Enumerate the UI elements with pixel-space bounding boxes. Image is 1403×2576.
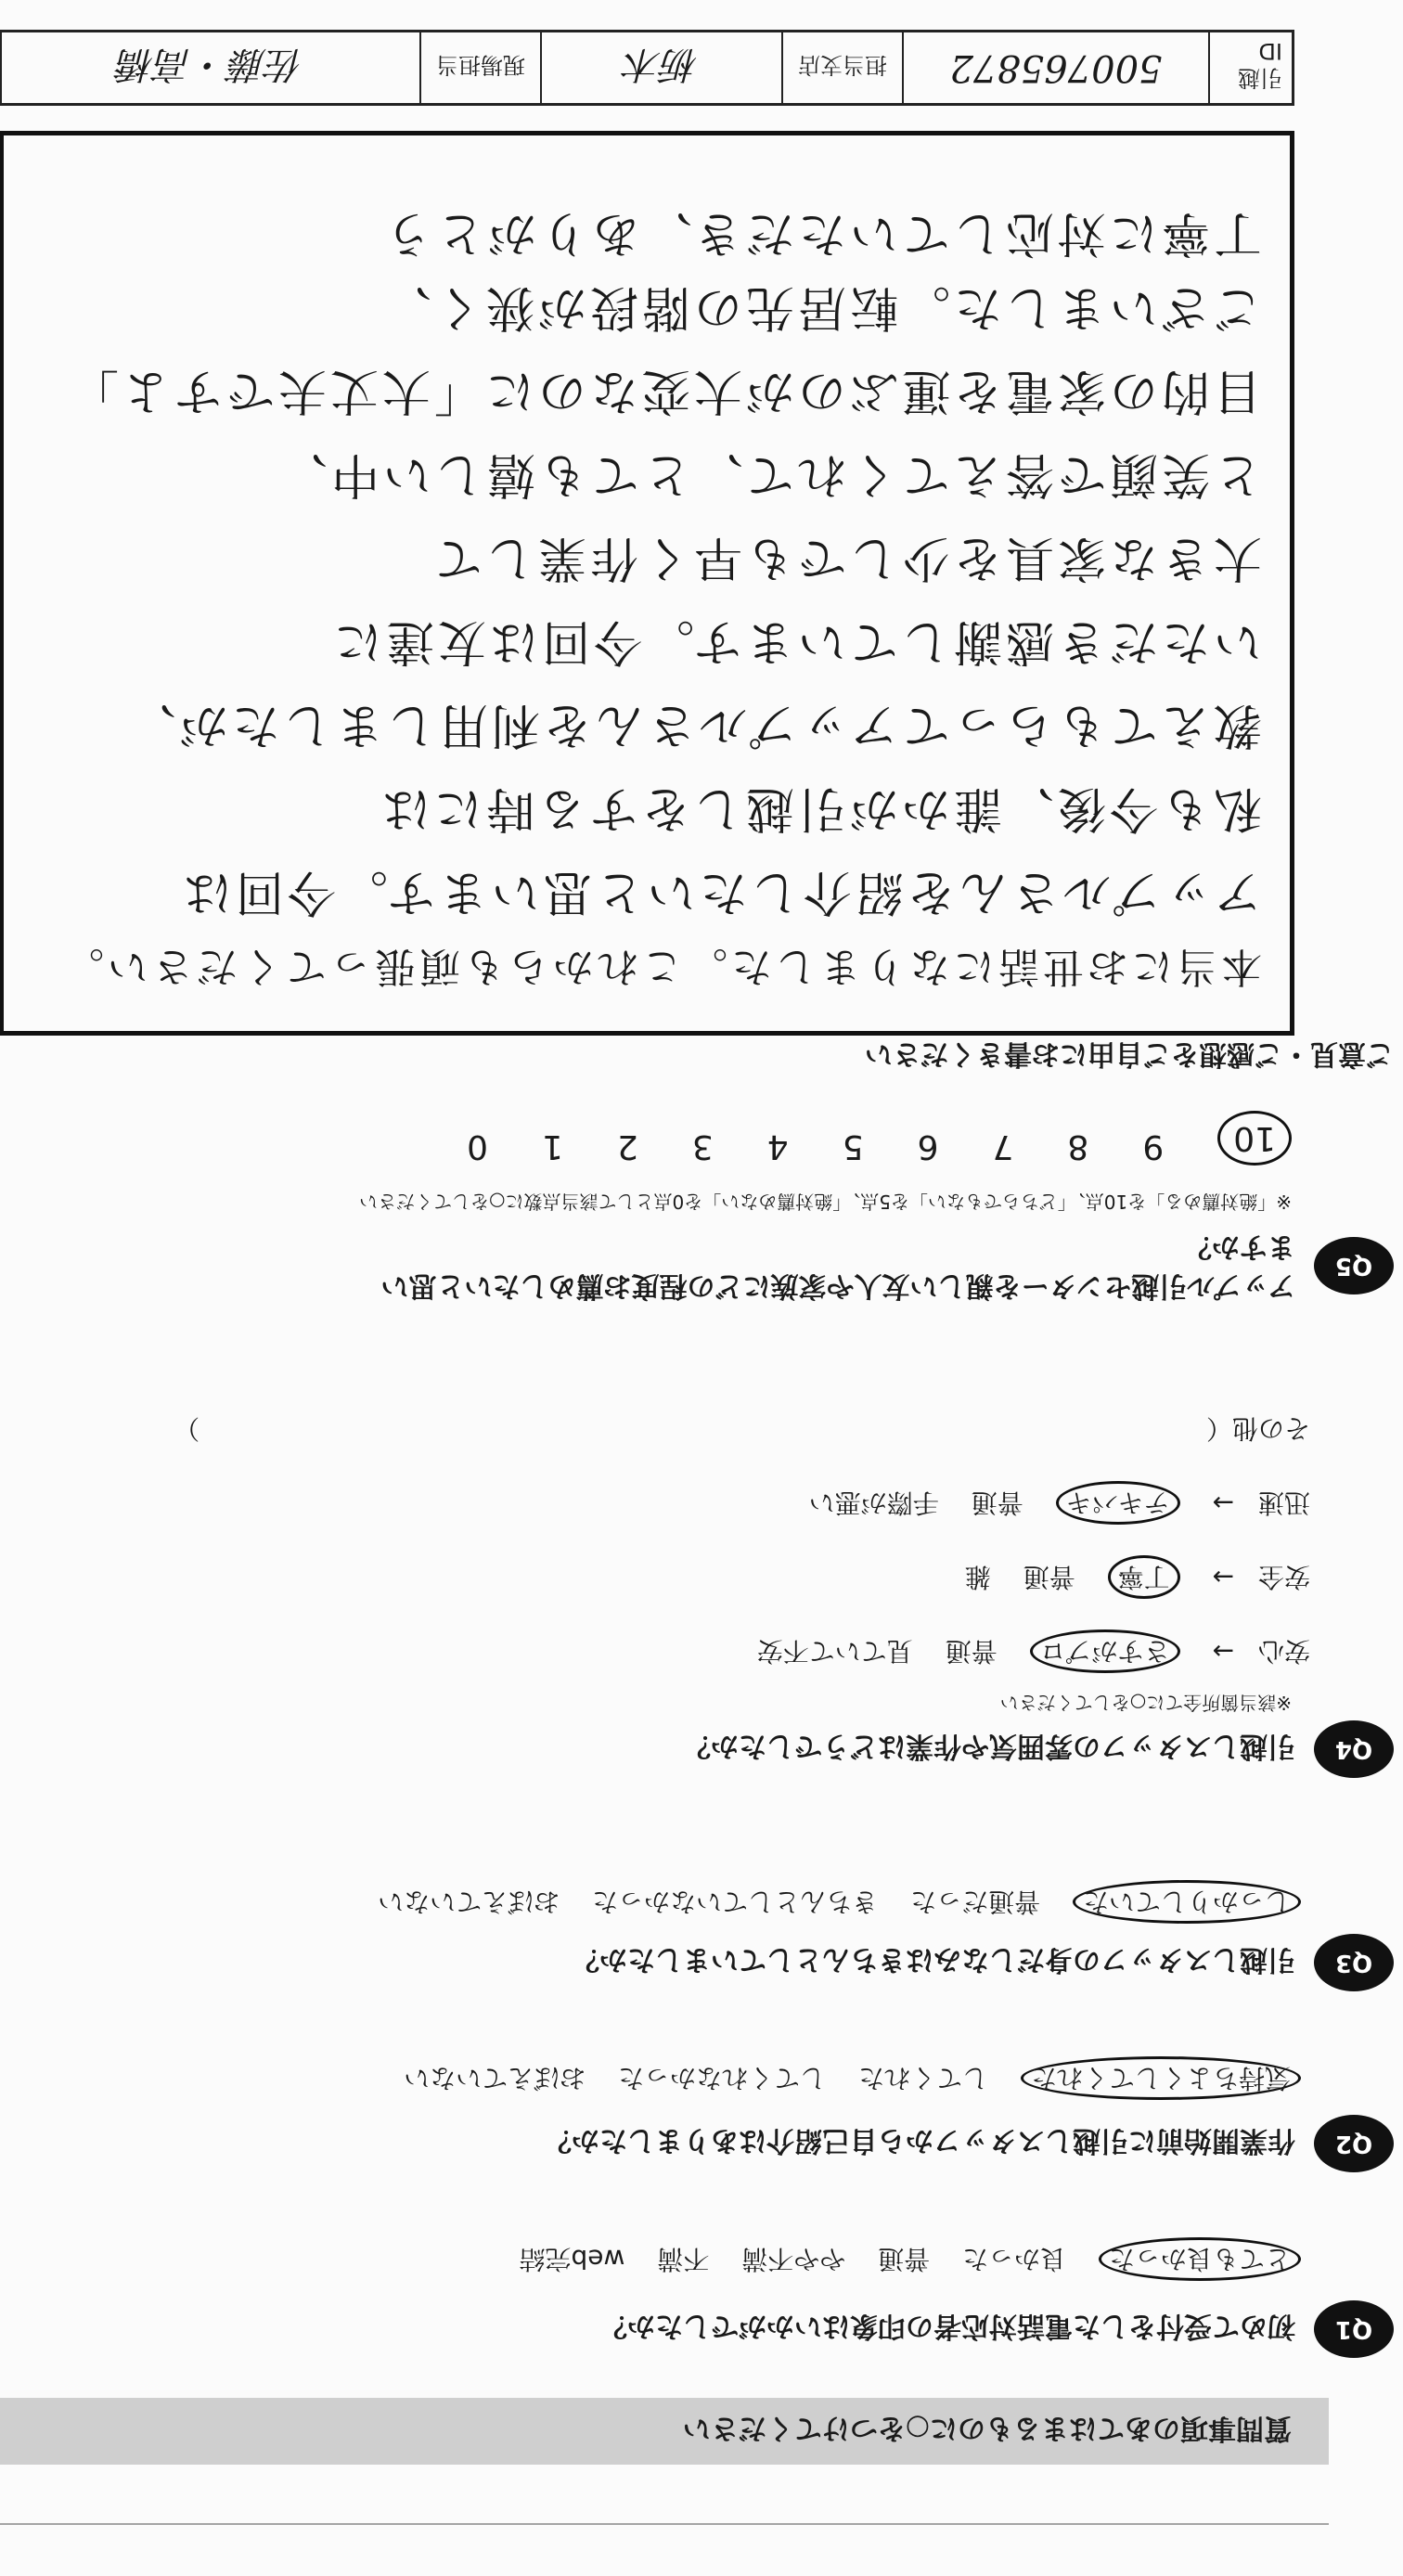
comment-box <box>0 131 1294 1036</box>
q1-text: 初めて受付をした電話対応者の印象はいかがでしたか？ <box>599 2310 1295 2342</box>
q5-scale <box>467 1111 1292 1166</box>
q4-row-anzen: 安全→ 丁寧 普通 雑 <box>941 1560 1310 1597</box>
q4-row-label: 安全 <box>1257 1562 1310 1592</box>
question-q5 <box>367 1227 1394 1305</box>
scale-option[interactable]: 4 <box>766 1127 789 1166</box>
comment-line: 私も今後、誰かが引越しをする時には <box>378 780 1262 836</box>
scale-option[interactable]: 7 <box>992 1127 1014 1166</box>
scale-option[interactable]: 3 <box>691 1127 714 1166</box>
q2-option[interactable]: おぼえていない <box>404 2063 586 2093</box>
q4-option[interactable]: 手際が悪い <box>808 1488 939 1518</box>
q4-row-anshin: 安心→ さすがプロ 普通 見ていて不安 <box>733 1634 1310 1671</box>
comment-line: と笑顔で答えてくれて、とても嬉しい中、 <box>276 446 1262 502</box>
instruction-band <box>0 2398 1329 2465</box>
q2-text: 作業開始前に引越しスタッフから自己紹介はありましたか？ <box>544 2124 1295 2157</box>
value-staff: 佐藤・高橋 <box>118 43 303 86</box>
q2-option[interactable]: してくれなかった <box>618 2063 827 2093</box>
q1-options <box>495 2242 1301 2279</box>
q4-other-label: その他（ <box>1205 1413 1310 1444</box>
comment-line: 大きな家具を少しでも早く作業して <box>430 530 1262 586</box>
q3-option[interactable]: 普通だった <box>910 1887 1041 1917</box>
label-staff: 現場担当 <box>419 32 540 103</box>
q4-text: 引越しスタッフの雰囲気や作業はどうでしたか？ <box>683 1730 1295 1762</box>
q4-option[interactable]: 普通 <box>1023 1562 1075 1592</box>
scale-option[interactable]: 10 <box>1217 1111 1292 1166</box>
comment-line: いただき感謝しています。今回は友達に <box>330 613 1262 669</box>
comment-line: アップルさんを紹介したいと思います。今回は <box>179 864 1262 920</box>
id-table <box>0 30 1294 106</box>
comment-line: 教えてもらってアップルさんを利用しましたが、 <box>123 697 1262 753</box>
q1-badge: Q1 <box>1314 2300 1394 2358</box>
q3-option[interactable]: きちんとしていなかった <box>592 1887 879 1917</box>
q3-option[interactable]: おぼえていない <box>378 1887 560 1917</box>
q5-note: ※「絶対薦める」を10点、「どちらでもない」を5点、「絶対薦めない」を0点として該当点数に○をしてください <box>359 1191 1292 1213</box>
q4-option[interactable]: 雑 <box>964 1562 991 1592</box>
q3-text: 引越しスタッフの身だしなみはきちんとしていましたか？ <box>572 1943 1295 1976</box>
scale-option[interactable]: 5 <box>842 1127 864 1166</box>
scale-option[interactable]: 9 <box>1142 1127 1165 1166</box>
q1-option[interactable]: 普通 <box>878 2244 931 2274</box>
value-id: 500765872 <box>902 32 1208 103</box>
q1-option[interactable]: やや不満 <box>741 2244 846 2274</box>
q3-badge: Q3 <box>1314 1934 1394 1991</box>
q5-badge: Q5 <box>1314 1237 1394 1294</box>
q3-options <box>354 1885 1301 1922</box>
scale-option[interactable]: 6 <box>917 1127 939 1166</box>
question-q1 <box>599 2300 1394 2358</box>
instruction-text: 質問事項のあてはまるものに○をつけてください <box>682 2412 1292 2444</box>
q4-badge: Q4 <box>1314 1720 1394 1778</box>
q4-option[interactable]: 普通 <box>945 1636 998 1667</box>
q2-option[interactable]: してくれた <box>858 2063 989 2093</box>
q1-option[interactable]: 良かった <box>962 2244 1067 2274</box>
value-branch: 栃木 <box>540 32 781 103</box>
question-q2 <box>544 2115 1394 2172</box>
comment-line: 目的の家電を運ぶのが大変なのに「大丈夫ですよ」 <box>66 363 1262 419</box>
q4-option[interactable]: 見ていて不安 <box>756 1636 913 1667</box>
comment-title: ご意見・ご感想をご自由にお書きください <box>865 1037 1394 1070</box>
q4-other <box>104 1411 1310 1449</box>
scale-option[interactable]: 1 <box>542 1127 563 1166</box>
q3-option[interactable]: しっかりしていた <box>1073 1880 1301 1924</box>
q2-badge: Q2 <box>1314 2115 1394 2172</box>
q1-option[interactable]: 不満 <box>657 2244 710 2274</box>
label-id: 引越ID <box>1208 32 1292 103</box>
q4-option[interactable]: さすがプロ <box>1030 1629 1180 1673</box>
question-q4 <box>683 1720 1394 1778</box>
q4-row-jinsoku: 迅速→ テキパキ 普通 手際が悪い <box>785 1486 1310 1523</box>
label-branch: 担当支店 <box>781 32 902 103</box>
divider <box>0 2523 1329 2525</box>
q4-other-close: ） <box>174 1413 200 1444</box>
q4-option[interactable]: 普通 <box>971 1488 1023 1518</box>
q4-option[interactable]: テキパキ <box>1056 1481 1180 1525</box>
q4-note: ※該当箇所全てに○をしてください <box>999 1692 1292 1714</box>
q5-text: アップル引越センターを親しい友人や家族にどの程度お薦めしたいと思いますか？ <box>380 1230 1295 1302</box>
question-q3 <box>572 1934 1394 1991</box>
q1-option[interactable]: とても良かった <box>1099 2237 1301 2281</box>
q4-row-label: 迅速 <box>1257 1488 1310 1518</box>
comment-line: 本当にお世話になりました。これからも頑張ってください。 <box>59 943 1262 990</box>
scale-option[interactable]: 0 <box>467 1127 489 1166</box>
q1-option[interactable]: web完結 <box>519 2244 625 2274</box>
q4-row-label: 安心 <box>1257 1636 1310 1667</box>
q4-option[interactable]: 丁寧 <box>1108 1555 1180 1599</box>
q2-options <box>380 2061 1301 2098</box>
scale-option[interactable]: 8 <box>1067 1127 1089 1166</box>
comment-line: 丁寧に対応していただき、ありがとう <box>380 205 1262 261</box>
q2-option[interactable]: 気持ちよくしてくれた <box>1021 2056 1301 2100</box>
comment-line: ございました。転居先の階段が狭く、 <box>380 279 1262 335</box>
scale-option[interactable]: 2 <box>616 1127 638 1166</box>
